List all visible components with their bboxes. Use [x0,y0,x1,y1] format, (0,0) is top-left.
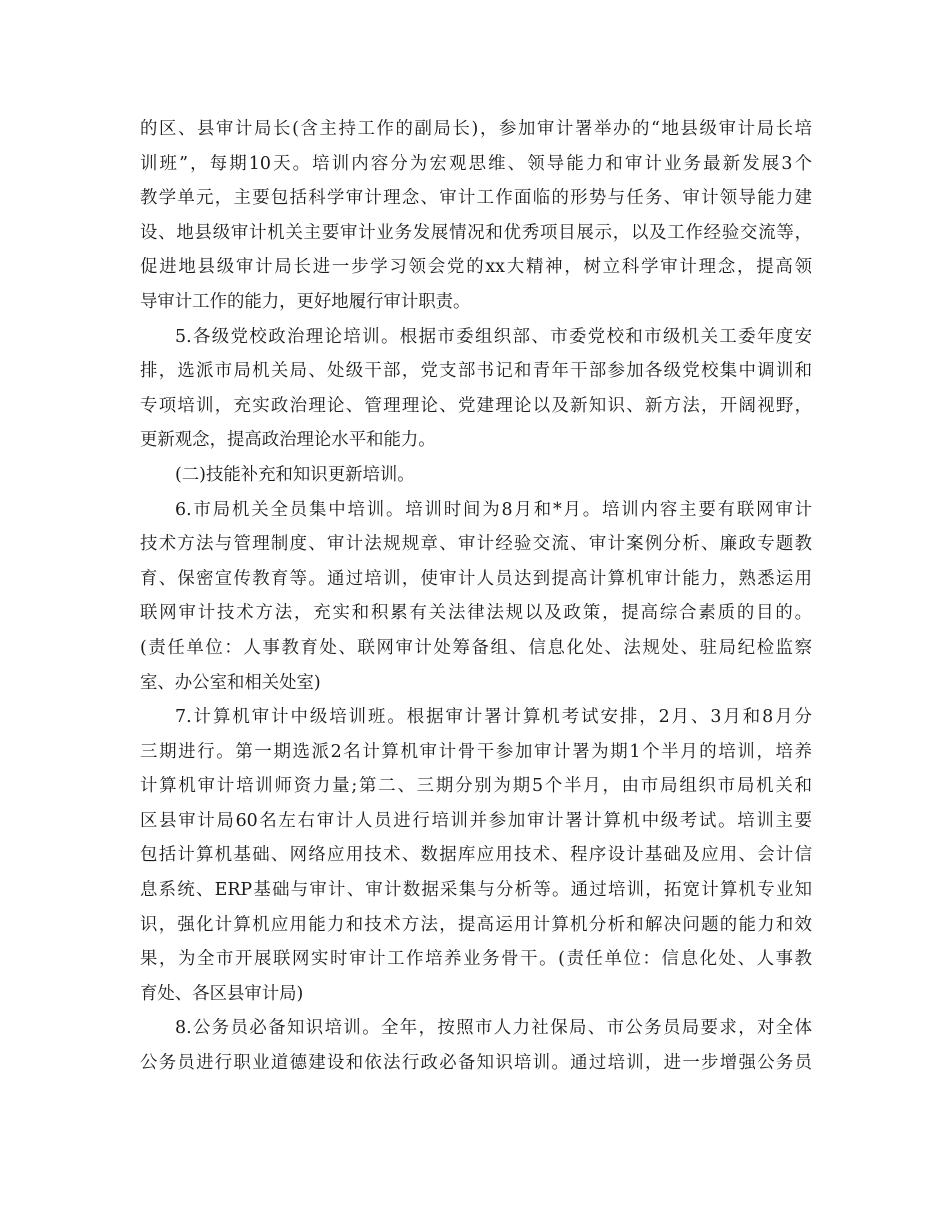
text-line: 促进地县级审计局长进一步学习领会党的xx大精神，树立科学审计理念，提高领 [140,257,812,278]
text-line: 育、保密宣传教育等。通过培训，使审计人员达到提高计算机审计能力，熟悉运用 [140,568,812,589]
text-line: (责任单位：人事教育处、联网审计处筹备组、信息化处、法规处、驻局纪检监察 [140,637,812,658]
text-line: 的区、县审计局长(含主持工作的副局长)，参加审计署举办的“地县级审计局长培 [140,119,812,139]
text-line: 包括计算机基础、网络应用技术、数据库应用技术、程序设计基础及应用、会计信 [140,845,812,866]
section-heading-2 [140,458,812,493]
text-line: 息系统、ERP基础与审计、审计数据采集与分析等。通过培训，拓宽计算机专业知 [140,880,812,901]
text-line: 排，选派市局机关局、处级干部，党支部书记和青年干部参加各级党校集中调训和 [140,361,812,382]
text-line: 技术方法与管理制度、审计法规规章、审计经验交流、审计案例分析、廉政专题教 [140,534,812,555]
paragraph-7-computer-audit [140,700,812,1011]
text-line: 计算机审计培训师资力量;第二、三期分别为期5个半月，由市局组织市局机关和 [140,776,812,797]
text-line: 5.各级党校政治理论培训。根据市委组织部、市委党校和市级机关工委年度安 [175,326,812,347]
paragraph-county-auditors [140,112,812,320]
text-line: 果，为全市开展联网实时审计工作培养业务骨干。(责任单位：信息化处、人事教 [140,949,812,970]
text-line: 更新观念，提高政治理论水平和能力。 [140,430,436,451]
text-line: 区县审计局60名左右审计人员进行培训并参加审计署计算机中级考试。培训主要 [140,810,812,831]
text-line: 6.市局机关全员集中培训。培训时间为8月和*月。培训内容主要有联网审计 [175,499,812,520]
text-line: 教学单元，主要包括科学审计理念、审计工作面临的形势与任务、审计领导能力建 [140,188,812,209]
paragraph-6-staff-training [140,493,812,701]
text-line: 三期进行。第一期选派2名计算机审计骨干参加审计署为期1个半月的培训，培养 [140,741,812,762]
text-line: 专项培训，充实政治理论、管理理论、党建理论以及新知识、新方法，开阔视野， [140,395,812,416]
section-heading-text: (二)技能补充和知识更新培训。 [175,464,415,485]
text-line: 识，强化计算机应用能力和技术方法，提高运用计算机分析和解决问题的能力和效 [140,914,812,935]
paragraph-8-civil-servant [140,1011,812,1080]
text-line: 联网审计技术方法，充实和积累有关法律法规以及政策，提高综合素质的目的。 [140,603,812,624]
text-line: 设、地县级审计机关主要审计业务发展情况和优秀项目展示，以及工作经验交流等， [140,222,812,243]
document-page [140,112,812,1081]
text-line: 8.公务员必备知识培训。全年，按照市人力社保局、市公务员局要求，对全体 [175,1018,812,1039]
text-line: 公务员进行职业道德建设和依法行政必备知识培训。通过培训，进一步增强公务员 [140,1053,812,1074]
text-line: 室、办公室和相关处室) [140,672,321,693]
text-line: 育处、各区县审计局) [140,983,304,1004]
text-line: 训班”，每期10天。培训内容分为宏观思维、领导能力和审计业务最新发展3个 [140,153,812,174]
text-line: 导审计工作的能力，更好地履行审计职责。 [140,291,471,312]
text-line: 7.计算机审计中级培训班。根据审计署计算机考试安排，2月、3月和8月分 [175,707,812,728]
paragraph-5-party-school [140,320,812,458]
